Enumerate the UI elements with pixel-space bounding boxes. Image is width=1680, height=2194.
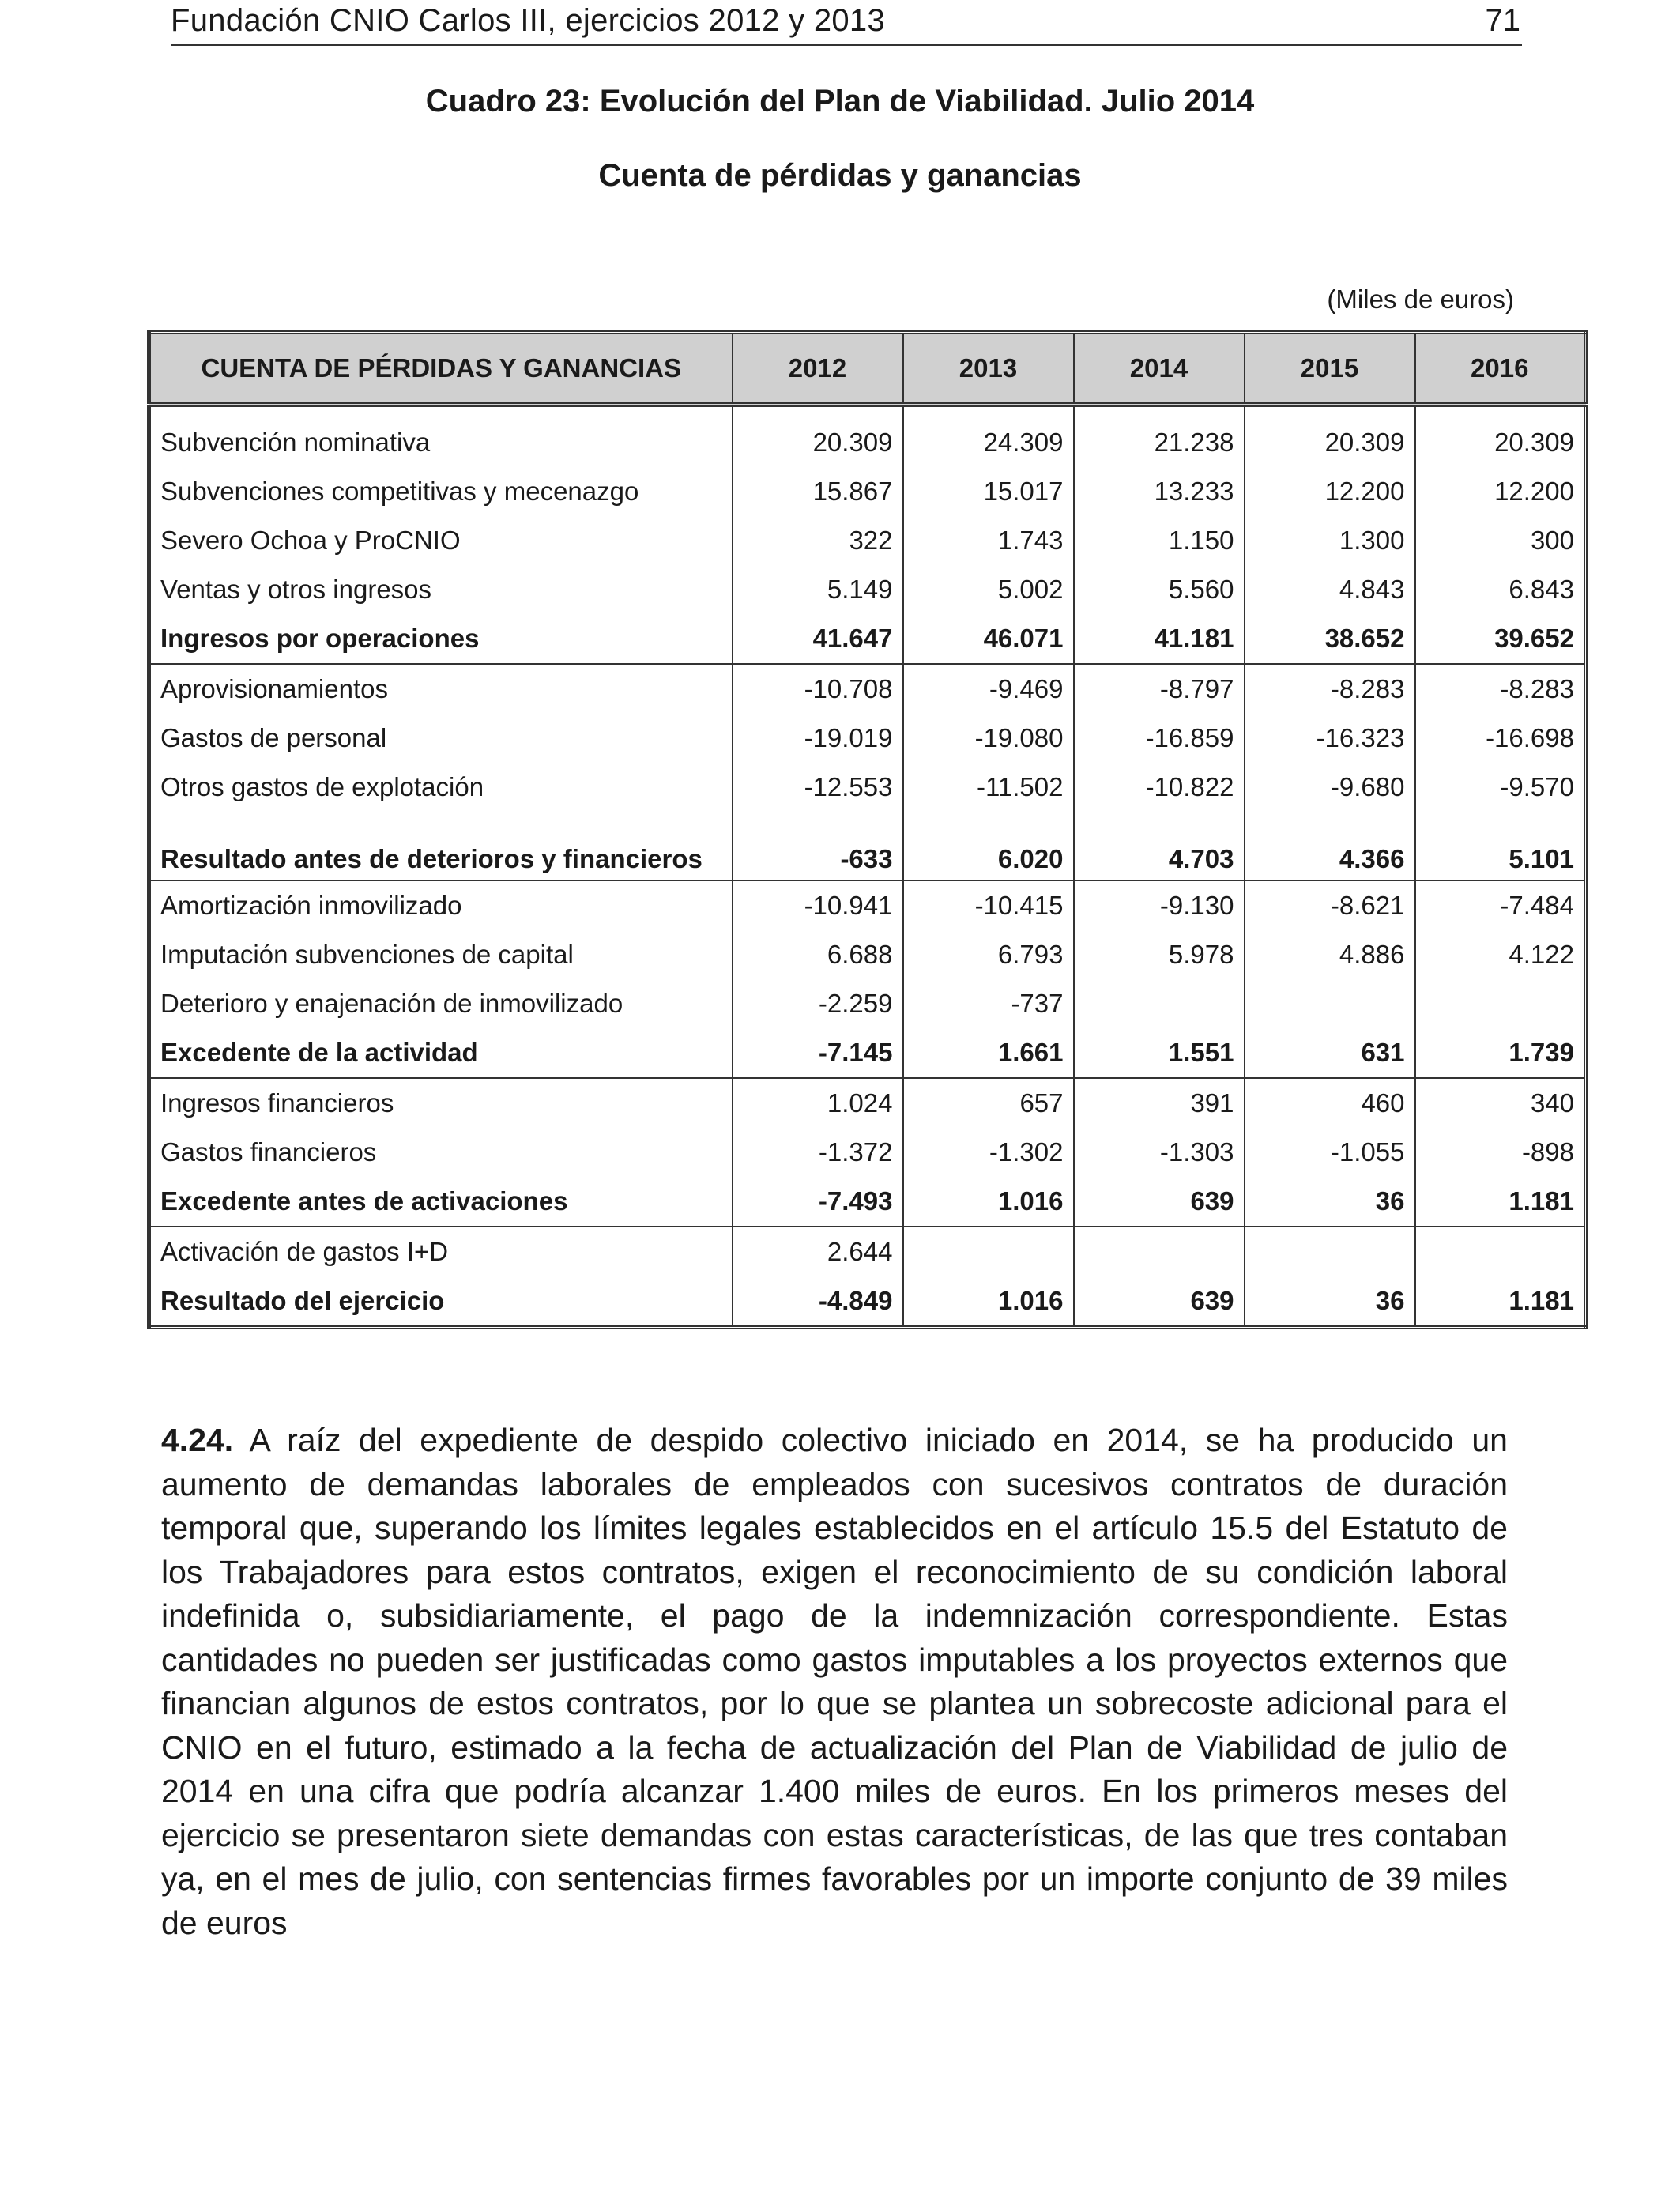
cell-value: -737	[903, 979, 1074, 1028]
row-label: Gastos de personal	[149, 714, 733, 763]
cell-value: 12.200	[1245, 467, 1415, 516]
cell-value: 5.002	[903, 565, 1074, 614]
cell-value: -9.570	[1415, 763, 1586, 812]
paragraph-number: 4.24.	[161, 1422, 234, 1458]
income-statement-table	[147, 330, 1588, 1329]
cell-value: 12.200	[1415, 467, 1586, 516]
cell-value: -8.283	[1415, 664, 1586, 714]
table-row	[149, 1128, 1586, 1177]
cell-value: 1.739	[1415, 1028, 1586, 1078]
page-header	[171, 0, 1522, 46]
cell-value: -2.259	[733, 979, 903, 1028]
row-label: Deterioro y enajenación de inmovilizado	[149, 979, 733, 1028]
row-label: Aprovisionamientos	[149, 664, 733, 714]
cell-value: 5.149	[733, 565, 903, 614]
cell-value: -16.323	[1245, 714, 1415, 763]
cell-value: 391	[1074, 1078, 1245, 1128]
table-row	[149, 405, 1586, 467]
cell-value: -1.055	[1245, 1128, 1415, 1177]
cell-value: 36	[1245, 1276, 1415, 1328]
column-header: 2015	[1245, 333, 1415, 405]
cell-value: -4.849	[733, 1276, 903, 1328]
cell-value: 4.843	[1245, 565, 1415, 614]
cell-value	[1415, 979, 1586, 1028]
cell-value: 15.867	[733, 467, 903, 516]
row-label: Ingresos financieros	[149, 1078, 733, 1128]
paragraph-4-24	[161, 1419, 1508, 1945]
cell-value: 20.309	[1245, 405, 1415, 467]
cell-value: 1.024	[733, 1078, 903, 1128]
cell-value	[1074, 1227, 1245, 1276]
cell-value: 340	[1415, 1078, 1586, 1128]
cell-value: -1.302	[903, 1128, 1074, 1177]
cell-value: -11.502	[903, 763, 1074, 812]
cell-value: 6.843	[1415, 565, 1586, 614]
cell-value: 657	[903, 1078, 1074, 1128]
cell-value: 36	[1245, 1177, 1415, 1227]
cell-value: 6.020	[903, 812, 1074, 880]
cell-value: -10.822	[1074, 763, 1245, 812]
cell-value: 6.688	[733, 930, 903, 979]
row-label: Imputación subvenciones de capital	[149, 930, 733, 979]
cell-value: 1.150	[1074, 516, 1245, 565]
cell-value: 631	[1245, 1028, 1415, 1078]
cell-value: -9.130	[1074, 880, 1245, 930]
cell-value: 21.238	[1074, 405, 1245, 467]
page-number: 71	[1485, 3, 1520, 38]
cell-value: 639	[1074, 1177, 1245, 1227]
cell-value: -633	[733, 812, 903, 880]
table-row	[149, 1276, 1586, 1328]
table-row	[149, 1227, 1586, 1276]
paragraph-text: A raíz del expediente de despido colectivo iniciado en 2014, se ha producido un aumento de demandas laborales de empleados con sucesivos contratos de duración temporal que, superando los límites legales establecidos en el artículo 15.5 del Estatuto de los Trabajadores para estos contratos, exigen el reconocimiento de su condición laboral indefinida o, subsidiariamente, el pago de la indemnización correspondiente. Estas cantidades no pueden ser justificadas como gastos imputables a los proyectos externos que financian algunos de estos contratos, por lo que se plantea un sobrecoste adicional para el CNIO en el futuro, estimado a la fecha de actualización del Plan de Viabilidad de julio de 2014 en una cifra que podría alcanzar 1.400 miles de euros. En los primeros meses del ejercicio se presentaron siete demandas con estas características, de las que tres contaban ya, en el mes de julio, con sentencias firmes favorables por un importe conjunto de 39 miles de euros	[161, 1422, 1508, 1941]
table-row	[149, 565, 1586, 614]
cell-value: 4.366	[1245, 812, 1415, 880]
cell-value	[1415, 1227, 1586, 1276]
table-row	[149, 614, 1586, 664]
table-row	[149, 1028, 1586, 1078]
cell-value: 15.017	[903, 467, 1074, 516]
row-label: Resultado del ejercicio	[149, 1276, 733, 1328]
cell-value: -9.469	[903, 664, 1074, 714]
cell-value: 1.181	[1415, 1276, 1586, 1328]
cell-value: 639	[1074, 1276, 1245, 1328]
cell-value: 5.560	[1074, 565, 1245, 614]
cell-value: -10.415	[903, 880, 1074, 930]
cell-value: 4.122	[1415, 930, 1586, 979]
cell-value: 1.181	[1415, 1177, 1586, 1227]
cell-value	[1074, 979, 1245, 1028]
table-row	[149, 664, 1586, 714]
cell-value: 460	[1245, 1078, 1415, 1128]
cell-value: 5.101	[1415, 812, 1586, 880]
cell-value: 1.016	[903, 1177, 1074, 1227]
cell-value: 6.793	[903, 930, 1074, 979]
table-row	[149, 812, 1586, 880]
table-row	[149, 763, 1586, 812]
row-label: Excedente antes de activaciones	[149, 1177, 733, 1227]
cell-value: 20.309	[1415, 405, 1586, 467]
cell-value: -8.621	[1245, 880, 1415, 930]
units-note: (Miles de euros)	[1327, 285, 1514, 314]
cell-value: 1.661	[903, 1028, 1074, 1078]
cell-value: -1.372	[733, 1128, 903, 1177]
table-header-row	[149, 333, 1586, 405]
cell-value: -16.698	[1415, 714, 1586, 763]
table-row	[149, 1177, 1586, 1227]
cell-value: 1.551	[1074, 1028, 1245, 1078]
table-subcaption: Cuenta de pérdidas y ganancias	[598, 158, 1082, 193]
cell-value: -9.680	[1245, 763, 1415, 812]
row-label: Subvención nominativa	[149, 405, 733, 467]
cell-value: -19.019	[733, 714, 903, 763]
cell-value: -16.859	[1074, 714, 1245, 763]
cell-value: 1.300	[1245, 516, 1415, 565]
table-row	[149, 714, 1586, 763]
table-row	[149, 1078, 1586, 1128]
cell-value: 41.647	[733, 614, 903, 664]
cell-value: 13.233	[1074, 467, 1245, 516]
header-title: Fundación CNIO Carlos III, ejercicios 2012 y 2013	[171, 3, 886, 38]
cell-value: 322	[733, 516, 903, 565]
row-label: Activación de gastos I+D	[149, 1227, 733, 1276]
cell-value: -8.283	[1245, 664, 1415, 714]
row-label: Otros gastos de explotación	[149, 763, 733, 812]
cell-value: -10.708	[733, 664, 903, 714]
cell-value: -10.941	[733, 880, 903, 930]
cell-value: 39.652	[1415, 614, 1586, 664]
row-label: Excedente de la actividad	[149, 1028, 733, 1078]
cell-value	[903, 1227, 1074, 1276]
cell-value: 1.016	[903, 1276, 1074, 1328]
table-row	[149, 880, 1586, 930]
cell-value: -7.493	[733, 1177, 903, 1227]
column-header: 2012	[733, 333, 903, 405]
cell-value: -19.080	[903, 714, 1074, 763]
cell-value: -1.303	[1074, 1128, 1245, 1177]
table-row	[149, 467, 1586, 516]
cell-value: 38.652	[1245, 614, 1415, 664]
column-header: 2013	[903, 333, 1074, 405]
cell-value: 5.978	[1074, 930, 1245, 979]
cell-value: 4.886	[1245, 930, 1415, 979]
cell-value: 300	[1415, 516, 1586, 565]
cell-value: -898	[1415, 1128, 1586, 1177]
column-header: 2014	[1074, 333, 1245, 405]
cell-value: 46.071	[903, 614, 1074, 664]
cell-value: -7.145	[733, 1028, 903, 1078]
row-label: Ingresos por operaciones	[149, 614, 733, 664]
cell-value: 24.309	[903, 405, 1074, 467]
table-caption: Cuadro 23: Evolución del Plan de Viabilidad. Julio 2014	[425, 84, 1255, 119]
cell-value: -7.484	[1415, 880, 1586, 930]
cell-value: 4.703	[1074, 812, 1245, 880]
row-label: Resultado antes de deterioros y financieros	[149, 812, 733, 880]
cell-value: 1.743	[903, 516, 1074, 565]
table-row	[149, 979, 1586, 1028]
table-row	[149, 516, 1586, 565]
column-header: CUENTA DE PÉRDIDAS Y GANANCIAS	[149, 333, 733, 405]
table-body	[149, 405, 1586, 1328]
cell-value	[1245, 1227, 1415, 1276]
row-label: Amortización inmovilizado	[149, 880, 733, 930]
row-label: Subvenciones competitivas y mecenazgo	[149, 467, 733, 516]
row-label: Severo Ochoa y ProCNIO	[149, 516, 733, 565]
cell-value: 41.181	[1074, 614, 1245, 664]
cell-value: -8.797	[1074, 664, 1245, 714]
cell-value	[1245, 979, 1415, 1028]
column-header: 2016	[1415, 333, 1586, 405]
cell-value: 20.309	[733, 405, 903, 467]
cell-value: 2.644	[733, 1227, 903, 1276]
cell-value: -12.553	[733, 763, 903, 812]
row-label: Gastos financieros	[149, 1128, 733, 1177]
table-row	[149, 930, 1586, 979]
row-label: Ventas y otros ingresos	[149, 565, 733, 614]
